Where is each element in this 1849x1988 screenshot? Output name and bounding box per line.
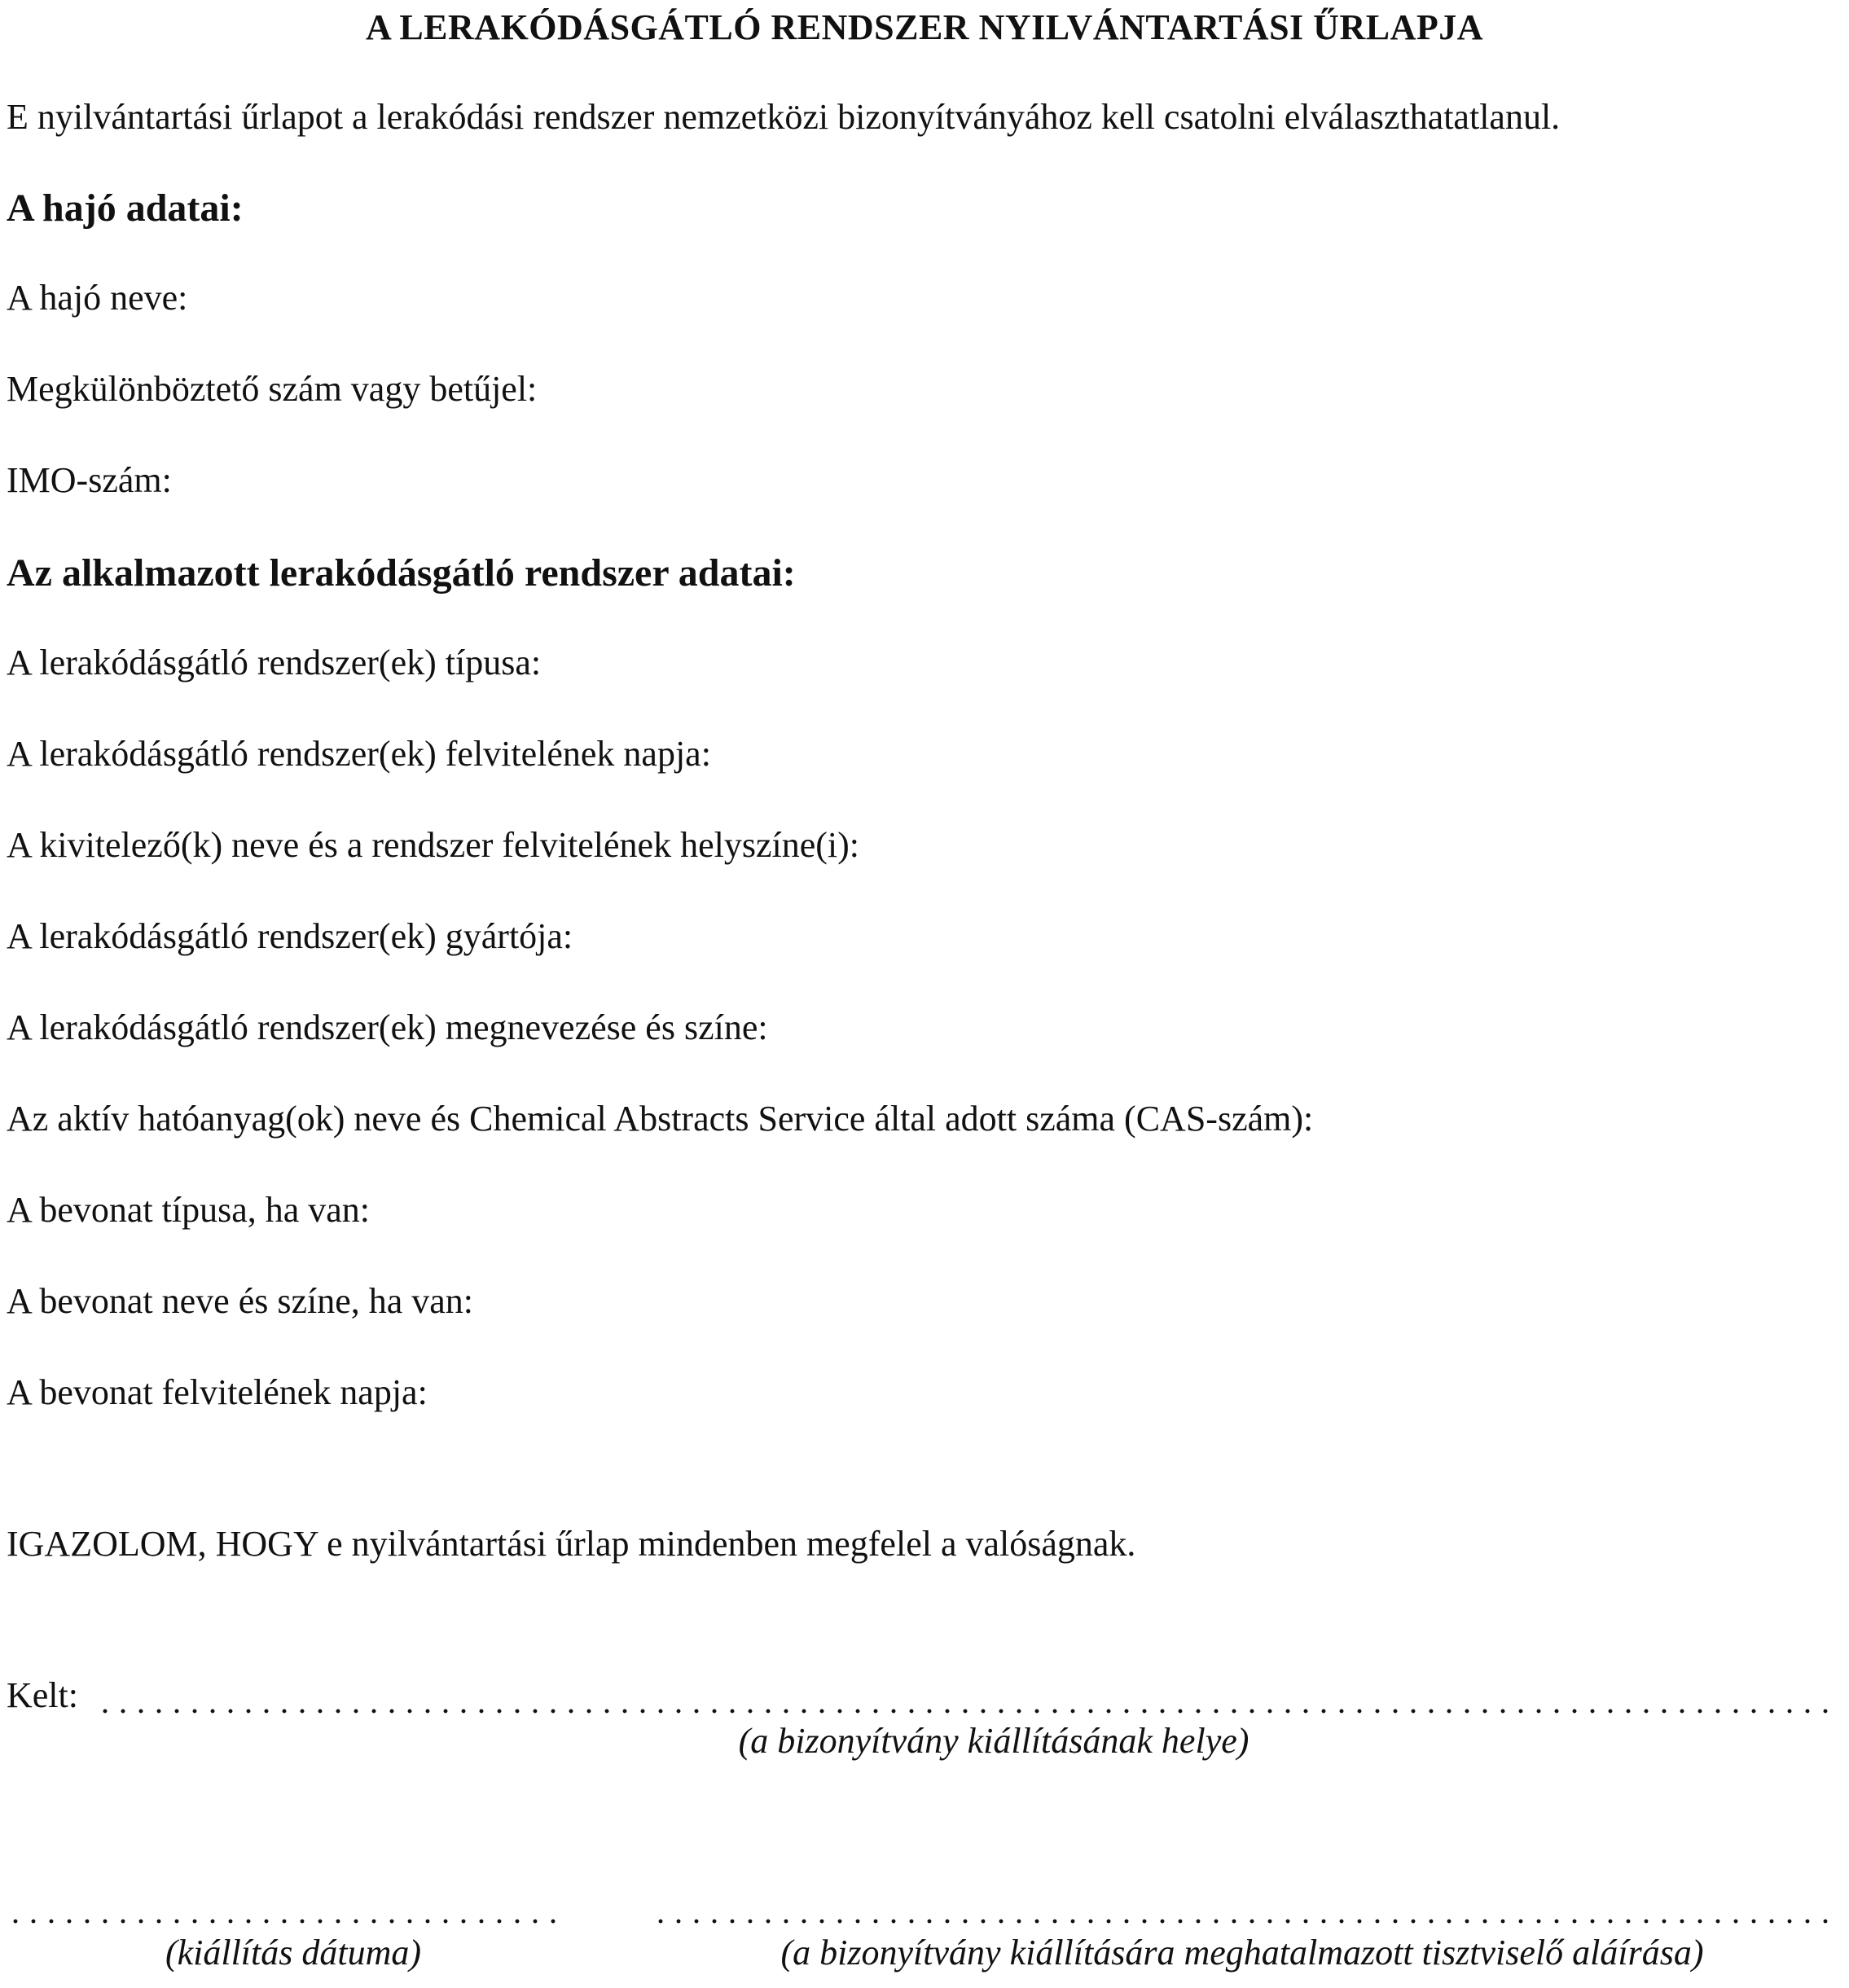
ship-section-heading: A hajó adatai: bbox=[7, 187, 244, 230]
place-caption: (a bizonyítvány kiállításának helye) bbox=[738, 1721, 1250, 1761]
date-caption: (kiállítás dátuma) bbox=[165, 1933, 422, 1973]
signature-dotted-line bbox=[652, 1919, 1841, 1924]
date-dotted-line bbox=[7, 1919, 569, 1924]
field-system-type: A lerakódásgátló rendszer(ek) típusa: bbox=[7, 643, 542, 682]
place-dotted-line bbox=[96, 1709, 1839, 1714]
field-applicator-location: A kivitelező(k) neve és a rendszer felvitelének helyszíne(i): bbox=[7, 825, 859, 865]
field-coating-type: A bevonat típusa, ha van: bbox=[7, 1190, 371, 1230]
field-system-name-color: A lerakódásgátló rendszer(ek) megnevezése és színe: bbox=[7, 1007, 768, 1047]
form-title: A LERAKÓDÁSGÁTLÓ RENDSZER NYILVÁNTARTÁSI ŰRLAPJA bbox=[365, 7, 1484, 47]
field-active-ingredients: Az aktív hatóanyag(ok) neve és Chemical Abstracts Service által adott száma (CAS-szám): bbox=[7, 1099, 1314, 1139]
field-coating-name-color: A bevonat neve és színe, ha van: bbox=[7, 1281, 474, 1321]
system-section-heading: Az alkalmazott lerakódásgátló rendszer adatai: bbox=[7, 551, 796, 595]
issued-at-label: Kelt: bbox=[7, 1675, 78, 1715]
field-ship-name: A hajó neve: bbox=[7, 278, 188, 318]
field-imo-number: IMO-szám: bbox=[7, 460, 172, 500]
signature-caption: (a bizonyítvány kiállítására meghatalmazott tisztviselő aláírása) bbox=[780, 1933, 1704, 1973]
field-distinctive-number: Megkülönböztető szám vagy betűjel: bbox=[7, 369, 538, 409]
certification-statement: IGAZOLOM, HOGY e nyilvántartási űrlap mindenben megfelel a valóságnak. bbox=[7, 1524, 1136, 1564]
field-manufacturer: A lerakódásgátló rendszer(ek) gyártója: bbox=[7, 916, 573, 956]
intro-text: E nyilvántartási űrlapot a lerakódási rendszer nemzetközi bizonyítványához kell csatolni elválaszthatatlanul. bbox=[7, 97, 1561, 137]
field-coating-application-date: A bevonat felvitelének napja: bbox=[7, 1372, 428, 1412]
field-system-application-date: A lerakódásgátló rendszer(ek) felvitelének napja: bbox=[7, 734, 711, 774]
